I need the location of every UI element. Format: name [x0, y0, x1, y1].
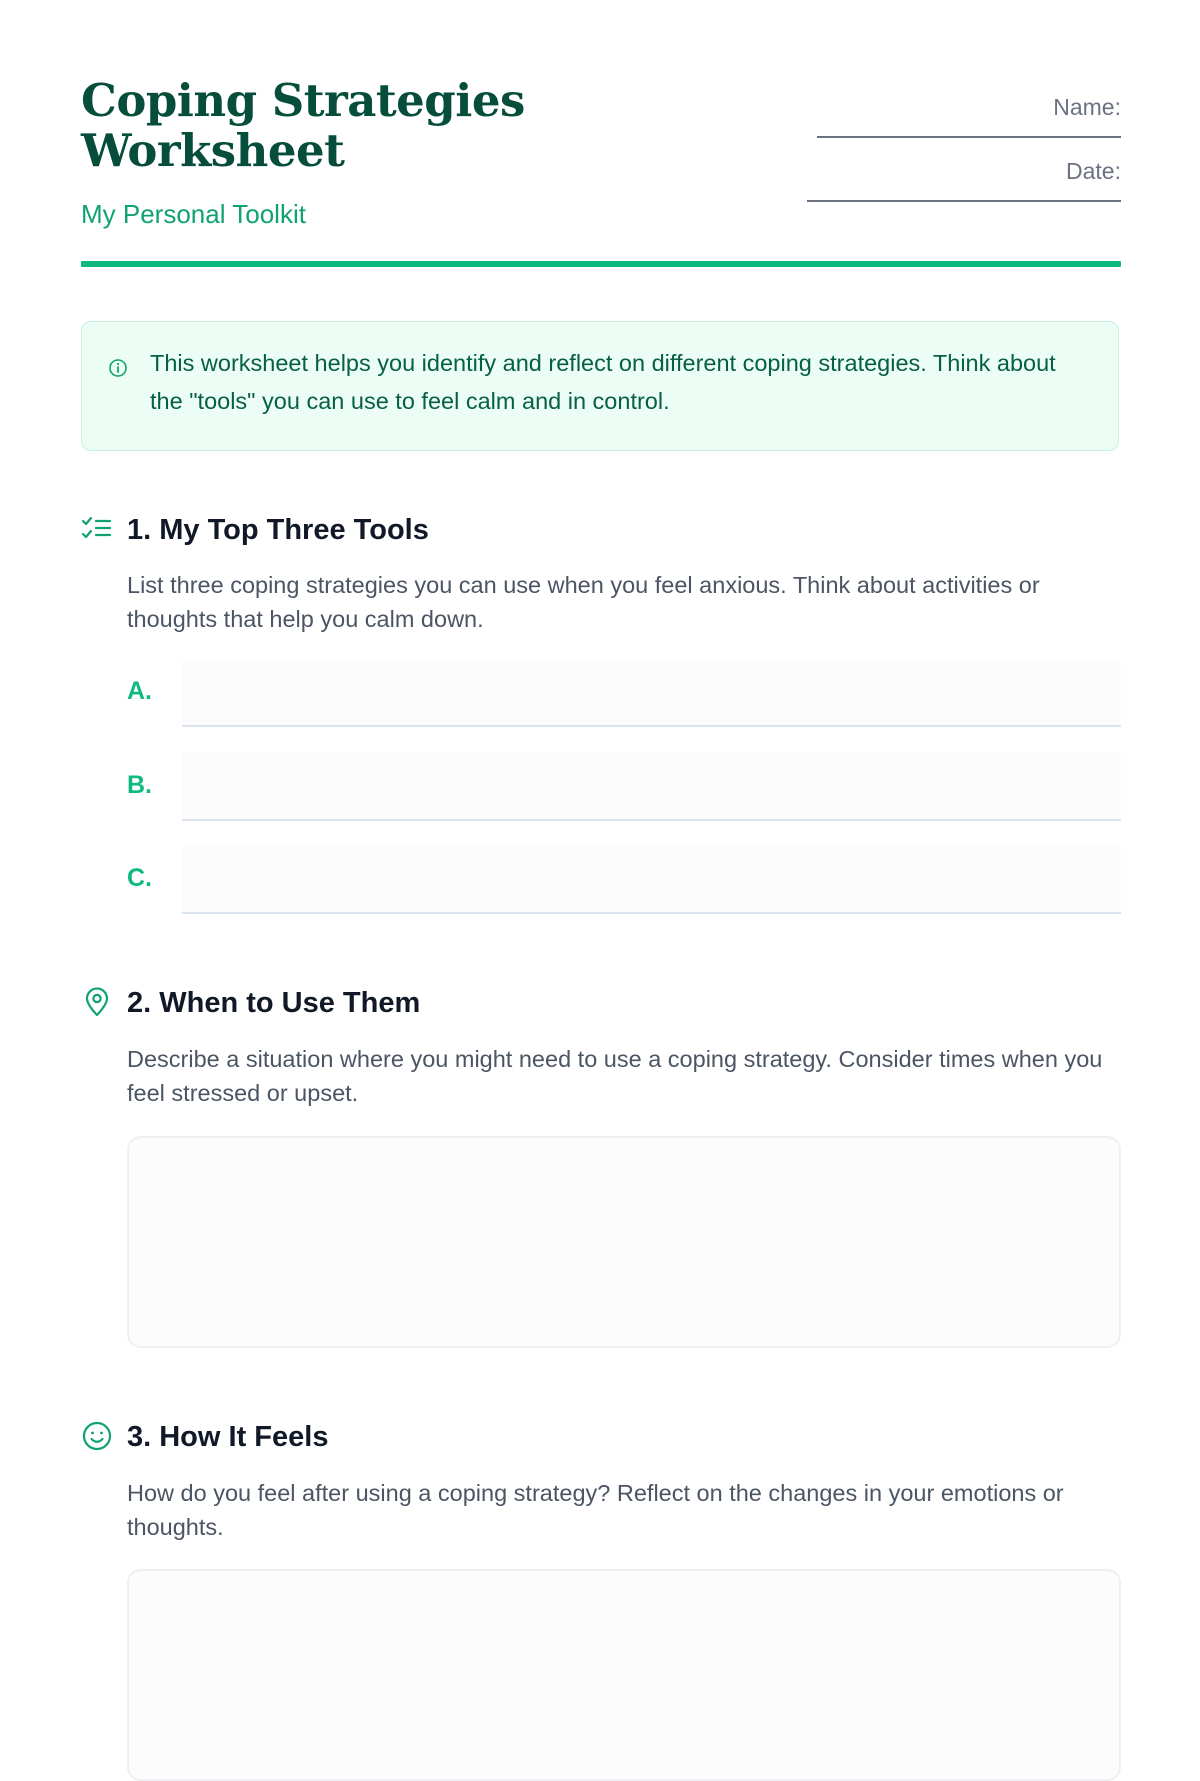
situation-textarea[interactable] [127, 1136, 1121, 1348]
page-title [81, 76, 641, 176]
date-label: Date: [1066, 158, 1121, 184]
section-description: List three coping strategies you can use when you feel anxious. Think about activities or thoughts that help you calm down. [127, 572, 1040, 632]
header-divider [81, 261, 1121, 267]
section-title: 2. When to Use Them [127, 987, 421, 1019]
info-icon [108, 358, 128, 378]
date-field[interactable] [807, 200, 1121, 202]
smile-icon [81, 1420, 113, 1452]
answer-row-c [127, 846, 1121, 914]
page-subtitle: My Personal Toolkit [81, 199, 306, 229]
feelings-textarea[interactable] [127, 1569, 1121, 1781]
answer-letter: C. [127, 864, 152, 892]
section-top-three-tools [81, 510, 1121, 550]
answer-field-c[interactable] [182, 846, 1121, 914]
name-date-block [791, 92, 1121, 220]
section-title: 1. My Top Three Tools [127, 514, 429, 546]
answer-field-b[interactable] [182, 753, 1121, 821]
intro-callout [81, 321, 1119, 451]
answer-row-b [127, 753, 1121, 821]
answer-letter: B. [127, 771, 152, 799]
worksheet-page [81, 0, 1121, 1540]
section-how-it-feels [81, 1417, 1121, 1457]
section-when-to-use [81, 983, 1121, 1023]
answer-field-a[interactable] [182, 659, 1121, 727]
section-description: How do you feel after using a coping strategy? Reflect on the changes in your emotions or thoughts. [127, 1480, 1064, 1540]
title-line-2: Worksheet [81, 124, 345, 177]
answer-row-a [127, 659, 1121, 727]
answer-letter: A. [127, 677, 152, 705]
worksheet-header [81, 0, 1121, 268]
name-field[interactable] [817, 136, 1121, 138]
intro-text: This worksheet helps you identify and reflect on different coping strategies. Think about the "tools" you can use to feel calm and in control. [150, 350, 1056, 414]
section-title: 3. How It Feels [127, 1421, 329, 1453]
map-pin-icon [81, 986, 113, 1018]
name-label: Name: [1053, 94, 1121, 120]
section-description: Describe a situation where you might need to use a coping strategy. Consider times when you feel stressed or upset. [127, 1046, 1103, 1106]
checklist-icon [81, 513, 113, 545]
title-line-1: Coping Strategies [81, 74, 525, 127]
